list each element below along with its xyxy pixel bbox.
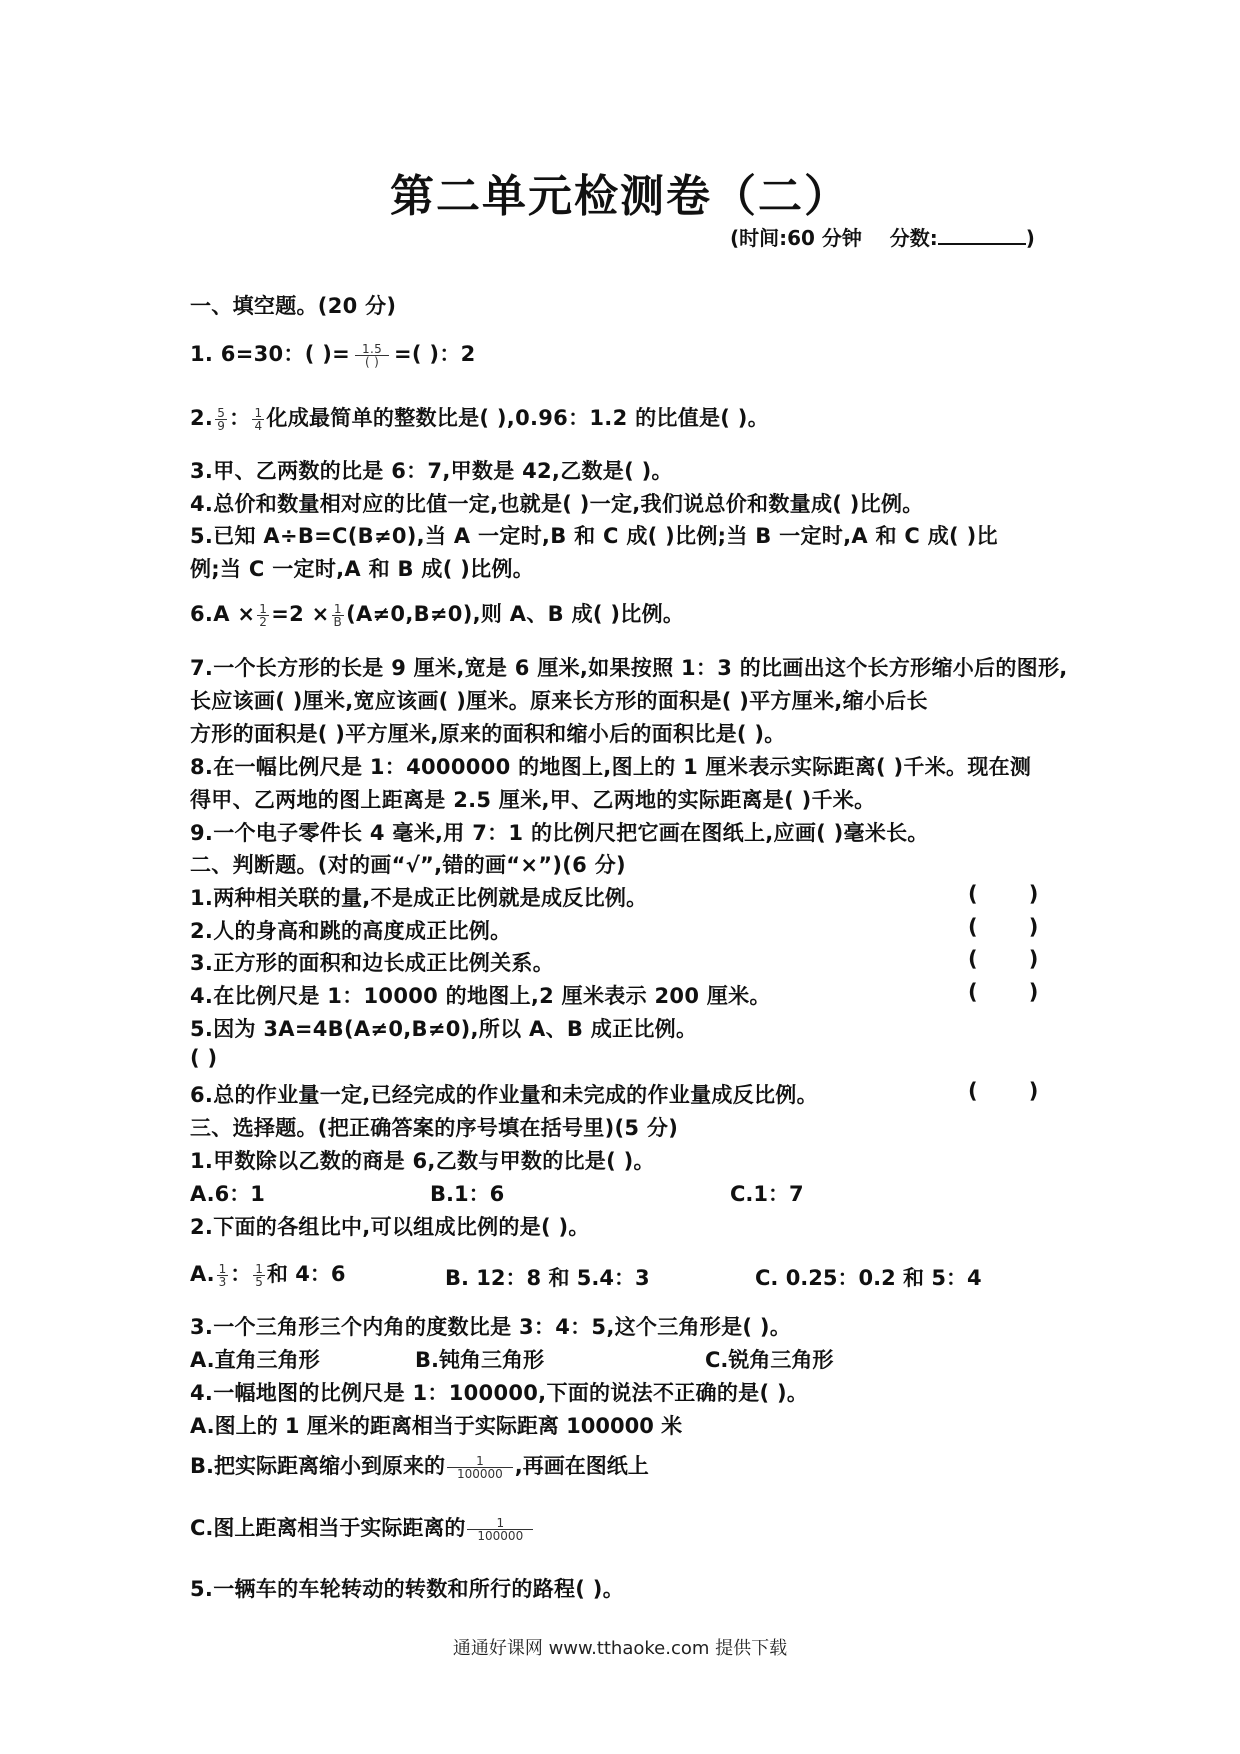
q2-fraction-1: $\frac{5}{9}$ [217, 405, 226, 433]
s2-item-4: 4.在比例尺是 1：10000 的地图上,2 厘米表示 200 厘米。 [190, 984, 771, 1008]
s2-item-3: 3.正方形的面积和边长成正比例关系。 [190, 951, 554, 975]
s2-item-1: 1.两种相关联的量,不是成正比例就是成反比例。 [190, 886, 648, 910]
q2a-pre: A. [190, 1262, 215, 1286]
s3-q4-option-c[interactable] [190, 1512, 535, 1542]
q2-fraction-2: $\frac{1}{4}$ [254, 405, 263, 433]
s1-question-5a: 5.已知 A÷B=C(B≠0),当 A 一定时,B 和 C 成( )比例;当 B 一定时,A 和 C 成( )比 [190, 524, 998, 548]
s3-q3-option-b[interactable]: B.钝角三角形 [415, 1348, 544, 1372]
s2-answer-2[interactable]: ( ) [968, 915, 1039, 939]
footer-credit: 通通好课网 www.tthaoke.com 提供下载 [452, 1638, 788, 1659]
s2-answer-1[interactable]: ( ) [968, 882, 1039, 906]
q4b-fraction: $\frac{1}{100000}$ [447, 1455, 513, 1480]
page-title: 第二单元检测卷（二） [390, 171, 850, 222]
s2-answer-3[interactable]: ( ) [968, 947, 1039, 971]
s3-question-5: 5.一辆车的车轮转动的转数和所行的路程( )。 [190, 1577, 624, 1601]
q2a-sep: ： [230, 1262, 252, 1286]
q6-part-b: =2 × [271, 602, 330, 626]
q1-part-b: =( )：2 [394, 342, 476, 366]
time-label: (时间:60 分钟 [730, 226, 862, 250]
s2-item-5: 5.因为 3A=4B(A≠0,B≠0),所以 A、B 成正比例。 [190, 1017, 698, 1041]
q6-part-c: (A≠0,B≠0),则 A、B 成( )比例。 [346, 602, 685, 626]
s1-question-6 [190, 598, 684, 628]
q2-rest: 化成最简单的整数比是( ),0.96：1.2 的比值是( )。 [266, 406, 770, 430]
q6-fraction-1: $\frac{1}{2}$ [259, 601, 268, 629]
s3-question-3: 3.一个三角形三个内角的度数比是 3：4：5,这个三角形是( )。 [190, 1315, 792, 1339]
section2-heading: 二、判断题。(对的画“√”,错的画“×”)(6 分) [190, 853, 626, 877]
s2-item-2: 2.人的身高和跳的高度成正比例。 [190, 919, 512, 943]
q4b-pre: B.把实际距离缩小到原来的 [190, 1454, 445, 1478]
q4b-post: ,再画在图纸上 [514, 1454, 649, 1478]
q2-pre: 2. [190, 406, 214, 430]
s3-q2-option-c[interactable]: C. 0.25：0.2 和 5：4 [755, 1266, 982, 1290]
s3-q3-option-c[interactable]: C.锐角三角形 [705, 1348, 834, 1372]
s3-q1-option-b[interactable]: B.1：6 [430, 1182, 505, 1206]
s1-question-8a: 8.在一幅比例尺是 1：4000000 的地图上,图上的 1 厘米表示实际距离( )千米。现在测 [190, 755, 1032, 779]
s1-question-7b: 长应该画( )厘米,宽应该画( )厘米。原来长方形的面积是( )平方厘米,缩小后长 [190, 689, 928, 713]
s3-q2-option-b[interactable]: B. 12：8 和 5.4：3 [445, 1266, 650, 1290]
s2-answer-6[interactable]: ( ) [968, 1079, 1039, 1103]
q6-part-a: 6.A × [190, 602, 256, 626]
q4c-fraction: $\frac{1}{100000}$ [467, 1517, 533, 1542]
s3-q1-option-c[interactable]: C.1：7 [730, 1182, 804, 1206]
section1-heading: 一、填空题。(20 分) [190, 294, 397, 318]
s1-question-1 [190, 338, 476, 368]
score-blank [938, 225, 1026, 245]
s1-question-3: 3.甲、乙两数的比是 6：7,甲数是 42,乙数是( )。 [190, 459, 673, 483]
s3-question-2: 2.下面的各组比中,可以组成比例的是( )。 [190, 1215, 590, 1239]
exam-meta [730, 222, 1035, 251]
s3-q4-option-b[interactable] [190, 1450, 649, 1480]
s3-q1-option-a[interactable]: A.6：1 [190, 1182, 265, 1206]
s3-q2-option-a[interactable] [190, 1258, 345, 1288]
s3-q3-option-a[interactable]: A.直角三角形 [190, 1348, 320, 1372]
s1-question-4: 4.总价和数量相对应的比值一定,也就是( )一定,我们说总价和数量成( )比例。 [190, 492, 924, 516]
section3-heading: 三、选择题。(把正确答案的序号填在括号里)(5 分) [190, 1116, 679, 1140]
s1-question-7c: 方形的面积是( )平方厘米,原来的面积和缩小后的面积比是( )。 [190, 722, 786, 746]
q2a-post: 和 4：6 [266, 1262, 346, 1286]
s3-question-4: 4.一幅地图的比例尺是 1：100000,下面的说法不正确的是( )。 [190, 1381, 809, 1405]
q1-part-a: 1. 6=30：( )= [190, 342, 351, 366]
q2a-fraction-1: $\frac{1}{3}$ [218, 1261, 227, 1289]
q6-fraction-2: $\frac{1}{B}$ [333, 601, 343, 629]
s1-question-7a: 7.一个长方形的长是 9 厘米,宽是 6 厘米,如果按照 1：3 的比画出这个长方形缩小后的图形, [190, 656, 1068, 680]
q4c-pre: C.图上距离相当于实际距离的 [190, 1516, 466, 1540]
s3-question-1: 1.甲数除以乙数的商是 6,乙数与甲数的比是( )。 [190, 1149, 655, 1173]
q1-fraction: $\frac{1.5}{( )}$ [352, 343, 392, 368]
s2-answer-4[interactable]: ( ) [968, 980, 1039, 1004]
s2-item-6: 6.总的作业量一定,已经完成的作业量和未完成的作业量成反比例。 [190, 1083, 818, 1107]
s1-question-9: 9.一个电子零件长 4 毫米,用 7：1 的比例尺把它画在图纸上,应画( )毫米长。 [190, 821, 929, 845]
q2a-fraction-2: $\frac{1}{5}$ [255, 1261, 263, 1289]
s1-question-8b: 得甲、乙两地的图上距离是 2.5 厘米,甲、乙两地的实际距离是( )千米。 [190, 788, 876, 812]
q2-sep: ： [229, 406, 251, 430]
s3-q4-option-a[interactable]: A.图上的 1 厘米的距离相当于实际距离 100000 米 [190, 1414, 683, 1438]
s1-question-2 [190, 402, 769, 432]
meta-close: ) [1025, 226, 1035, 250]
score-label: 分数: [889, 226, 938, 250]
s2-answer-5[interactable]: ( ) [190, 1046, 218, 1070]
s1-question-5b: 例;当 C 一定时,A 和 B 成( )比例。 [190, 557, 535, 581]
